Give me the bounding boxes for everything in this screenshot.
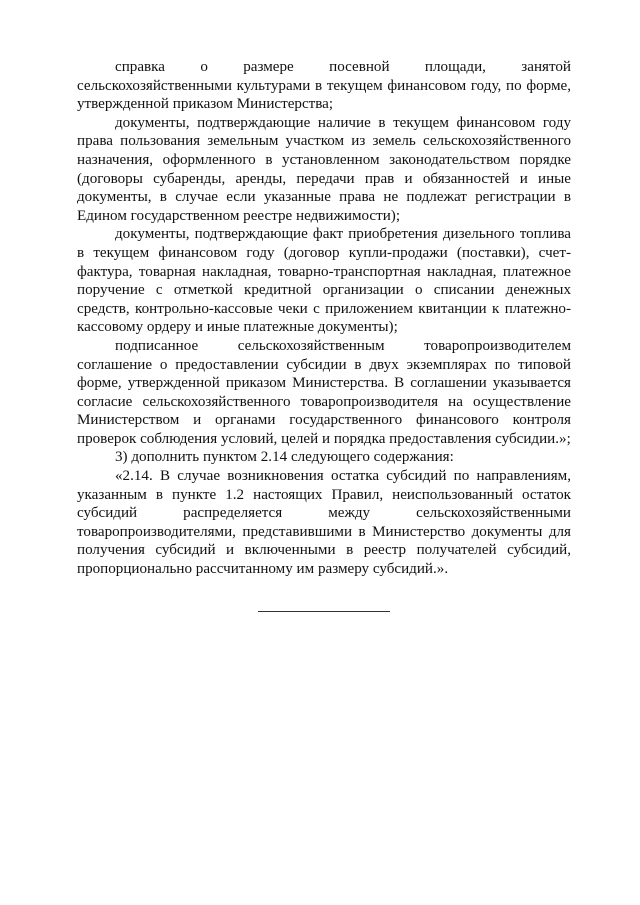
paragraph-item-3: 3) дополнить пунктом 2.14 следующего содержания: — [115, 449, 454, 466]
paragraph-certificate-sown-area: справка о размере посевной площади, занятой сельскохозяйственными культурами в текущем финансовом году, по форме, утвержденной приказом Министерства; — [77, 59, 571, 113]
document-body — [77, 58, 571, 579]
paragraph-diesel-purchase-documents: документы, подтверждающие факт приобретения дизельного топлива в текущем финансовом году (договор купли-продажи (поставки), счет-фактура, товарная накладная, товарно-транспортная накладная, платежное поручение с отметкой кредитной организации о списании денежных средств, контрольно-кассовые чеки с приложением квитанции к платежно-кассовому ордеру и иные платежные документы); — [77, 226, 571, 336]
paragraph-clause-2-14: «2.14. В случае возникновения остатка субсидий по направлениям, указанным в пункте 1.2 настоящих Правил, неиспользованный остаток субсидий распределяется между сельскохозяйственными товаропроизводителями, представившими в Министерство документы для получения субсидий и включенными в реестр получателей субсидий, пропорционально рассчитанному им размеру субсидий.». — [77, 468, 571, 578]
paragraph-subsidy-agreement: подписанное сельскохозяйственным товаропроизводителем соглашение о предоставлении субсидии в двух экземплярах по типовой форме, утвержденной приказом Министерства. В соглашении указывается согласие сельскохозяйственного товаропроизводителя на осуществление Министерством и органами государственного финансового контроля проверок соблюдения условий, целей и порядка предоставления субсидии.»; — [77, 337, 571, 447]
end-of-text-divider — [258, 611, 390, 612]
paragraph-land-use-documents: документы, подтверждающие наличие в текущем финансовом году права пользования земельным участком из земель сельскохозяйственного назначения, оформленного в установленном законодательством порядке (договоры субаренды, аренды, передачи прав и обязанностей и иные документы, в случае если указанные права не подлежат регистрации в Едином государственном реестре недвижимости); — [77, 114, 571, 224]
